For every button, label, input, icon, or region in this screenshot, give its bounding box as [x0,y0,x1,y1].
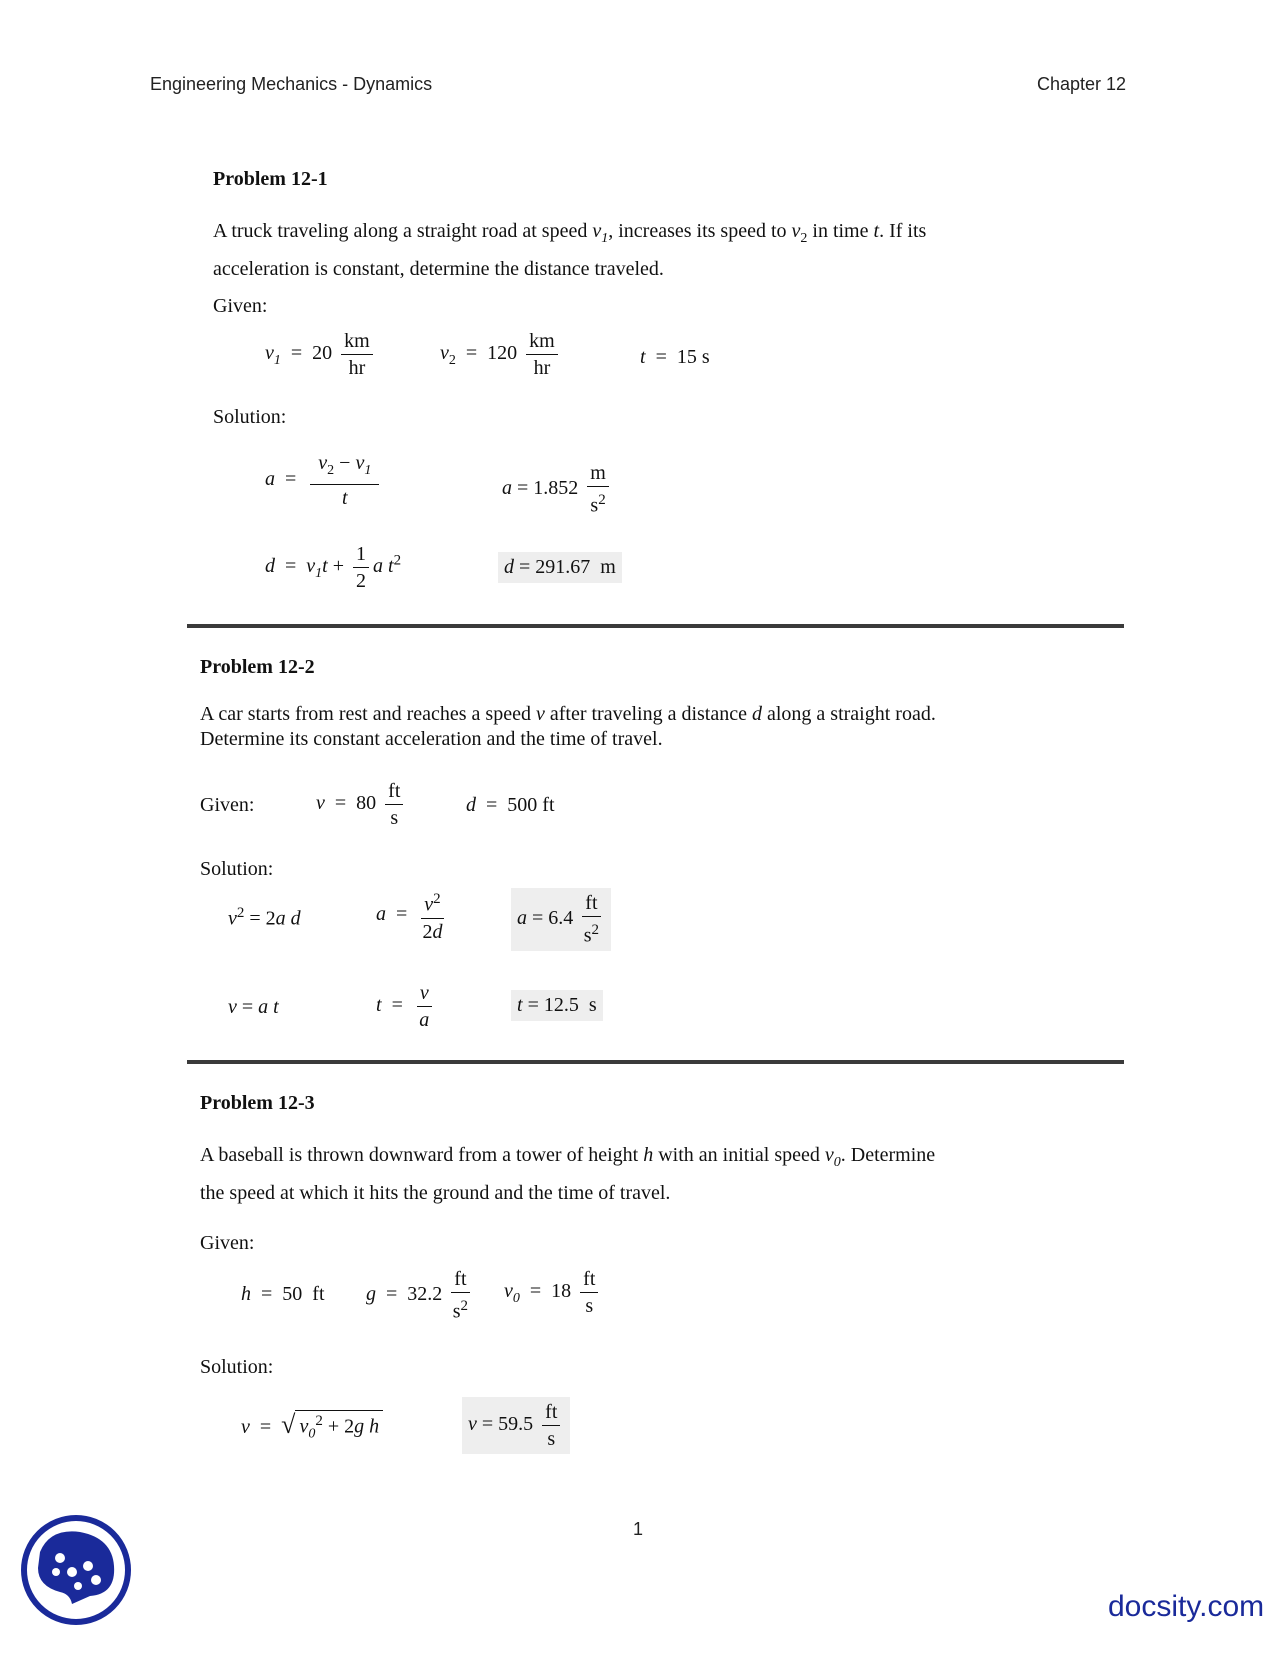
given-label: Given: [200,794,255,816]
problem-statement: A truck traveling along a straight road at speed $v_1$, increases its speed to $v_2$ in time t. If its acceleration is constant, determine the distance traveled. [213,220,927,280]
page-number: 1 [633,1519,644,1539]
given-v1: $v_1 = 20$ $\frac{km}{hr}$ [265,330,377,379]
result-a: a = 1.852 $\frac{m}{s^2}$ [502,462,613,517]
docsity-logo-icon [20,1514,132,1626]
given-v0: $v_0 = 18$ $\frac{ft}{s}$ [504,1268,602,1317]
section-divider [187,1060,1124,1064]
running-header-left: Engineering Mechanics - Dynamics [150,74,433,94]
equation-a: a = $\frac{v^2}{2d}$ [376,888,448,943]
equation-t: t = $\frac{v}{a}$ [376,982,436,1031]
equation-v-at: v = a t [228,996,279,1018]
result-t: t = 12.5 s [511,990,603,1021]
equation-v-squared: $v^2 = 2a$ d [228,905,301,930]
result-v: v = 59.5 $\frac{ft}{s}$ [462,1397,570,1454]
given-d: d = 500 ft [466,794,555,816]
solution-label: Solution: [213,406,287,428]
section-divider [187,624,1124,628]
equation-a: a = $\frac{v_2 - v_1}{t}$ [265,452,383,509]
problem-title: Problem 12-3 [200,1092,315,1114]
equation-d: $d = v_1t$ + $\frac{1}{2}$ a $t^2$ [265,543,402,592]
given-t: t = 15 s [640,346,710,368]
problem-statement: A car starts from rest and reaches a speed v after traveling a distance d along a straight road. Determine its constant acceleration and the time of travel. [200,703,936,750]
result-a: a = 6.4 $\frac{ft}{s^2}$ [511,888,611,951]
given-label: Given: [200,1232,255,1254]
given-label: Given: [213,295,268,317]
given-v: v = 80 $\frac{ft}{s}$ [316,780,407,829]
solution-label: Solution: [200,858,274,880]
problem-title: Problem 12-1 [213,168,328,190]
problem-statement: A baseball is thrown downward from a tower of height h with an initial speed $v_0$. Determine the speed at which it hits the ground and the time of travel. [200,1144,936,1204]
docsity-brand-text: docsity.com [1108,1590,1265,1623]
given-h: h = 50 ft [241,1283,325,1305]
given-g: g = 32.2 $\frac{ft}{s^2}$ [366,1268,469,1323]
problem-title: Problem 12-2 [200,656,315,678]
given-v2: $v_2 = 120$ $\frac{km}{hr}$ [440,330,562,379]
running-header-right: Chapter 12 [1037,74,1127,94]
solution-label: Solution: [200,1356,274,1378]
equation-v: v = √ $v_0^2 + 2g$ h [241,1410,383,1443]
result-d: d = 291.67 m [498,552,622,583]
